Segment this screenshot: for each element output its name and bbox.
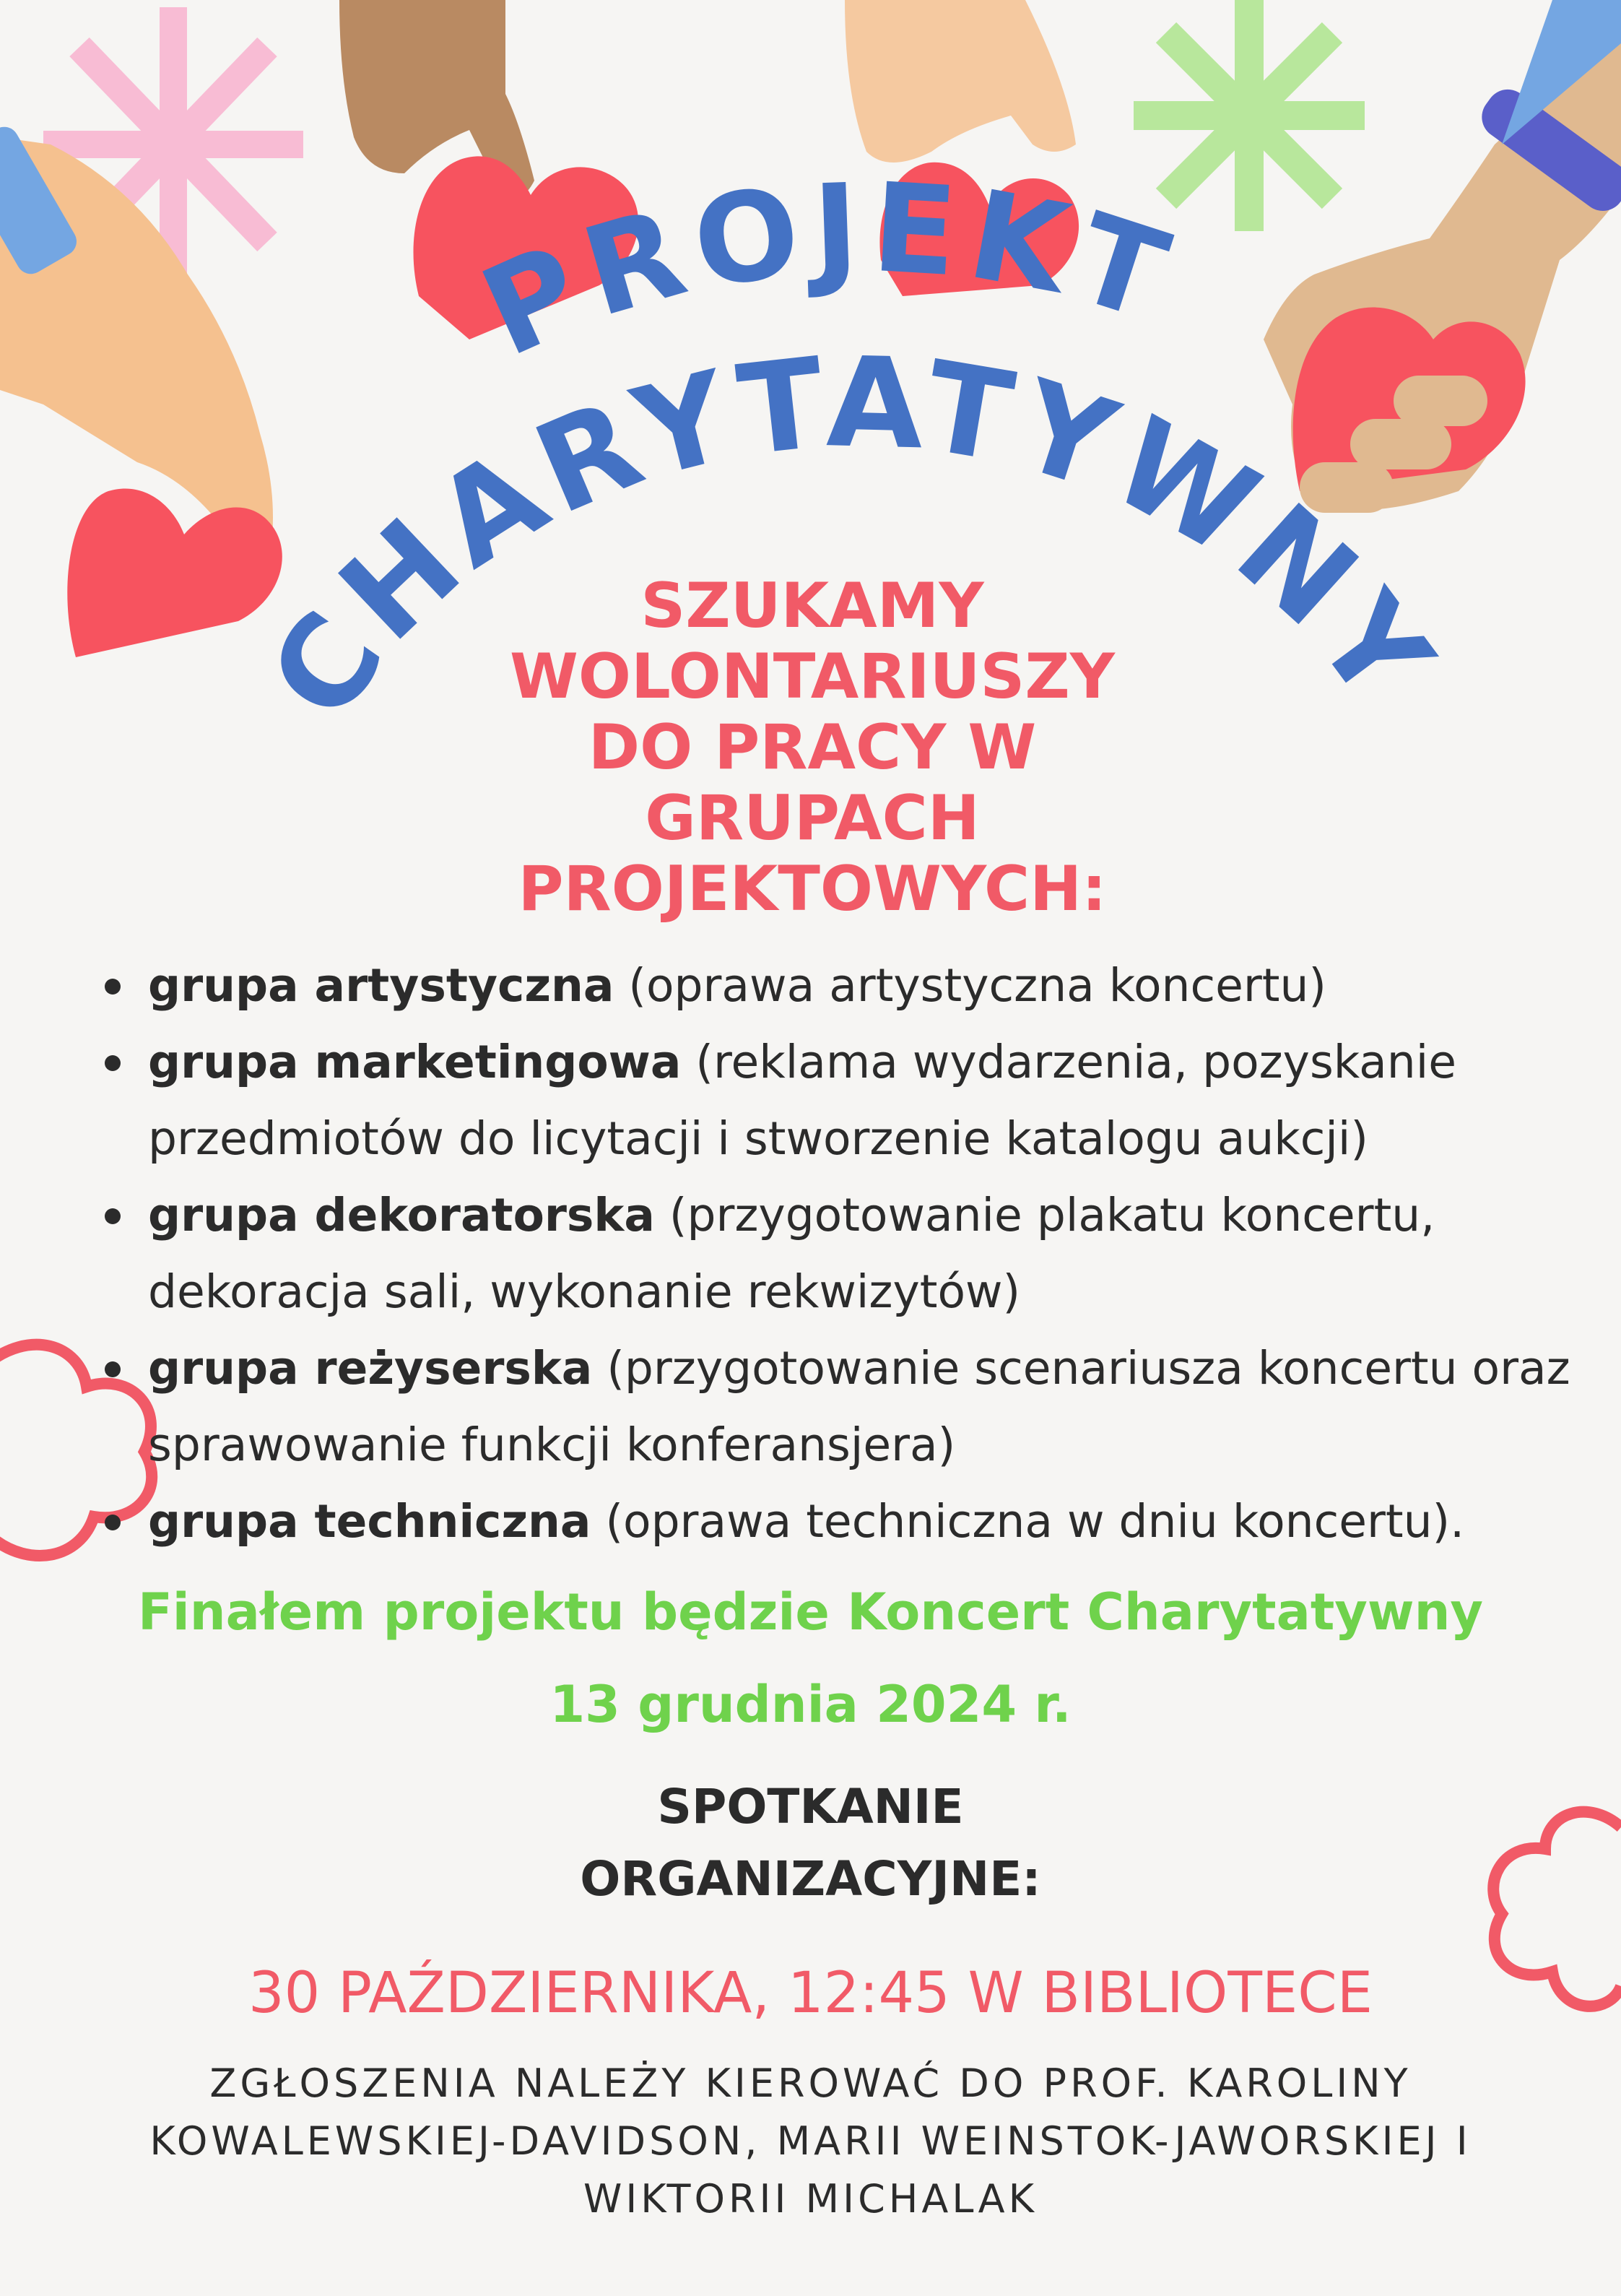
group-desc: (reklama wydarzenia, pozyskanie przedmiotów do licytacji i stworzenie katalogu aukcji) — [148, 1036, 1456, 1165]
headline-line: GRUPACH — [645, 782, 980, 854]
list-item — [101, 948, 1610, 1024]
list-item — [101, 1330, 1610, 1483]
group-desc: (przygotowanie scenariusza koncertu oraz sprawowanie funkcji konferansjera) — [148, 1342, 1570, 1471]
group-name: grupa techniczna — [148, 1495, 591, 1548]
finale-announcement — [0, 1566, 1621, 1751]
groups-list — [101, 948, 1610, 1560]
group-desc: (oprawa artystyczna koncertu) — [614, 959, 1326, 1012]
title-projekt: PROJEKT — [462, 156, 1192, 385]
bullet-icon — [105, 1055, 121, 1071]
contact-line: WIKTORII MICHALAK — [583, 2176, 1038, 2222]
headline-line: WOLONTARIUSZY — [510, 641, 1115, 713]
contact-info — [0, 2055, 1621, 2228]
title-charytatywny: CHARYTATYWNY — [240, 329, 1463, 745]
list-item — [101, 1177, 1610, 1330]
finale-date: 13 grudnia 2024 r. — [549, 1675, 1072, 1734]
headline-line: SZUKAMY — [640, 570, 984, 642]
headline-line: DO PRACY W — [588, 711, 1037, 784]
headline-line: PROJEKTOWYCH: — [518, 853, 1107, 925]
bullet-icon — [105, 1361, 121, 1377]
finale-line: Finałem projektu będzie Koncert Charytatywny — [137, 1582, 1484, 1642]
meeting-line: ORGANIZACYJNE: — [580, 1851, 1041, 1907]
list-item — [101, 1483, 1610, 1560]
meeting-date-place: 30 PAŹDZIERNIKA, 12:45 W BIBLIOTECE — [248, 1961, 1373, 2026]
meeting-heading — [0, 1771, 1621, 1915]
headline — [347, 571, 1278, 924]
contact-line: ZGŁOSZENIA NALEŻY KIEROWAĆ DO PROF. KAROLINY — [209, 2061, 1412, 2106]
list-item — [101, 1024, 1610, 1177]
bullet-icon — [105, 979, 121, 995]
group-name: grupa artystyczna — [148, 959, 614, 1012]
group-name: grupa marketingowa — [148, 1036, 682, 1088]
group-name: grupa reżyserska — [148, 1342, 593, 1395]
group-name: grupa dekoratorska — [148, 1189, 655, 1242]
bullet-icon — [105, 1208, 121, 1224]
meeting-line: SPOTKANIE — [657, 1779, 964, 1834]
group-desc: (oprawa techniczna w dniu koncertu). — [591, 1495, 1465, 1548]
contact-line: KOWALEWSKIEJ-DAVIDSON, MARII WEINSTOK-JAWORSKIEJ I — [149, 2118, 1472, 2164]
group-desc: (przygotowanie plakatu koncertu, dekoracja sali, wykonanie rekwizytów) — [148, 1189, 1435, 1318]
bullet-icon — [105, 1515, 121, 1530]
